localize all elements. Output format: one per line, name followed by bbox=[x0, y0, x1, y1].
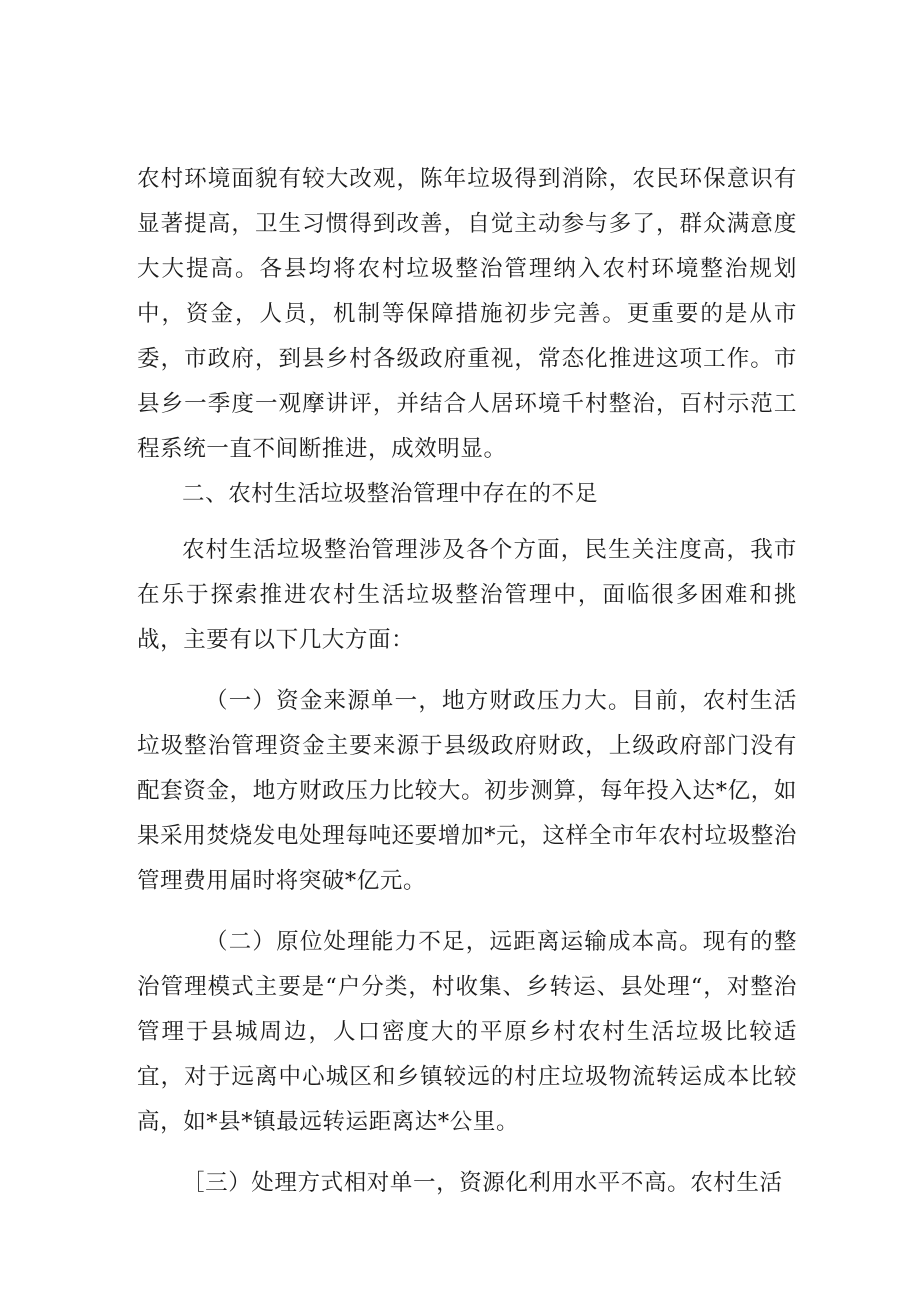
paragraph-environment-improvement: 农村环境面貌有较大改观，陈年垃圾得到消除，农民环保意识有显著提高，卫生习惯得到改善，自觉主动参与多了，群众满意度大大提高。各县均将农村垃圾整治管理纳入农村环境整治规划中，资金，人员，机制等保障措施初步完善。更重要的是从市委，市政府，到县乡村各级政府重视，常态化推进这项工作。市县乡一季度一观摩讲评，并结合人居环境千村整治，百村示范工程系统一直不间断推进，成效明显。 bbox=[137, 166, 797, 462]
paragraph-processing-capacity: （二）原位处理能力不足，远距离运输成本高。现有的整治管理模式主要是“户分类，村收集、乡转运、县处理“，对整治管理于县城周边，人口密度大的平原乡村农村生活垃圾比较适宜，对于远离中心城区和乡镇较远的村庄垃圾物流转运成本比较高，如*县*镇最远转运距离达*公里。 bbox=[137, 929, 797, 1135]
paragraph-funding-source: （一）资金来源单一，地方财政压力大。目前，农村生活垃圾整治管理资金主要来源于县级政府财政，上级政府部门没有配套资金，地方财政压力比较大。初步测算，每年投入达*亿，如果采用焚烧发电处理每吨还要增加*元，这样全市年农村垃圾整治管理费用届时将突破*亿元。 bbox=[137, 688, 797, 894]
paragraph-challenges-intro: 农村生活垃圾整治管理涉及各个方面，民生关注度高，我市在乐于探索推进农村生活垃圾整治管理中，面临很多困难和挑战，主要有以下几大方面： bbox=[137, 537, 797, 653]
paragraph-processing-method: ［三）处理方式相对单一，资源化利用水平不高。农村生活 bbox=[182, 1170, 783, 1196]
document-body bbox=[137, 157, 797, 1206]
section-heading-shortcomings: 二、农村生活垃圾整治管理中存在的不足 bbox=[182, 481, 598, 507]
